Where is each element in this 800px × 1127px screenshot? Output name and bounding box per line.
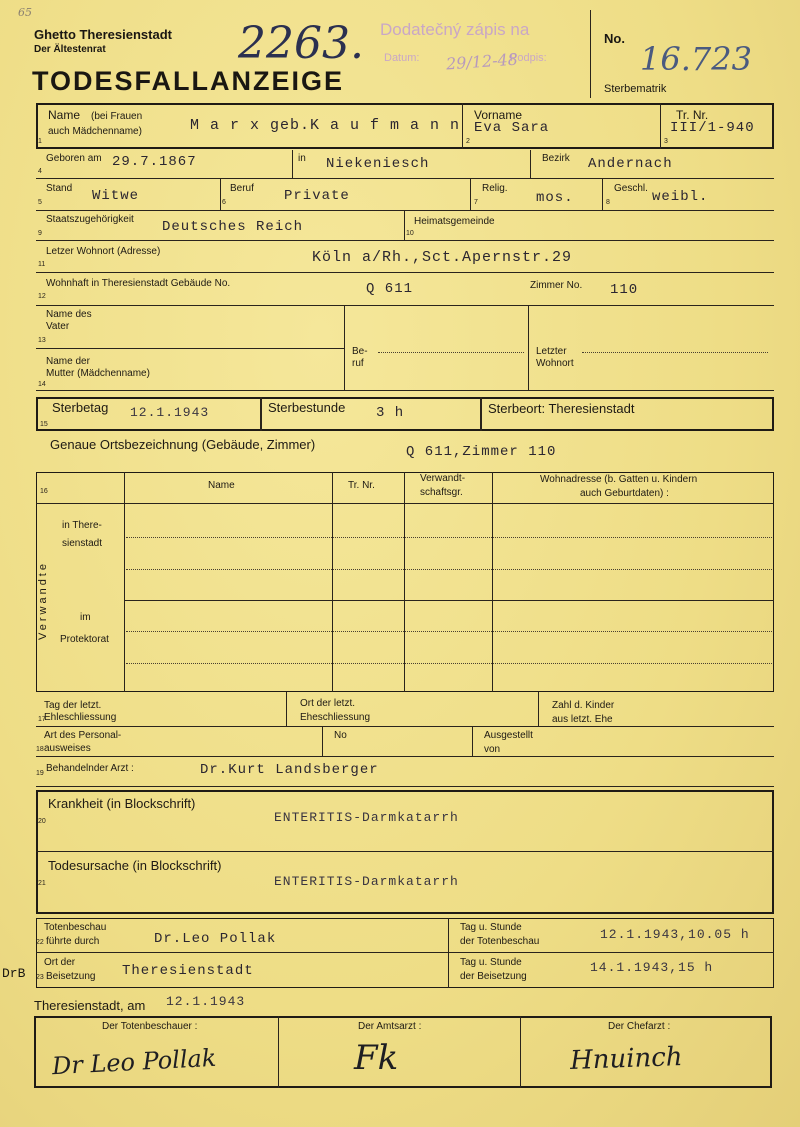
ausgestellt-label-1: Ausgestellt bbox=[484, 730, 533, 741]
in-label: in bbox=[298, 153, 306, 164]
field-number: 13 bbox=[38, 337, 46, 344]
sterbestunde-label: Sterbestunde bbox=[268, 400, 346, 415]
rule bbox=[36, 503, 774, 504]
signature-chefarzt: Hnuinch bbox=[569, 1042, 684, 1076]
divider bbox=[480, 397, 482, 431]
divider bbox=[322, 727, 323, 756]
field-number: 11 bbox=[38, 261, 46, 268]
relatives-wohn-header-2: auch Geburtdaten) : bbox=[580, 488, 669, 499]
wohnhaft-value: Q 611 bbox=[366, 281, 414, 297]
rule bbox=[124, 600, 774, 601]
field-number: 12 bbox=[38, 293, 46, 300]
name-value: M a r x geb.K a u f m a n n bbox=[190, 117, 461, 134]
name-sublabel-1: (bei Frauen bbox=[91, 111, 143, 122]
field-number: 21 bbox=[38, 880, 46, 887]
in-theresienstadt-1: in There- bbox=[62, 520, 102, 531]
relatives-side-label: Verwandte bbox=[37, 561, 49, 640]
council-title: Der Ältestenrat bbox=[34, 44, 106, 55]
totenbeschau-label-1: Totenbeschau bbox=[44, 922, 107, 933]
relatives-verw-header-2: schaftsgr. bbox=[420, 487, 463, 498]
trnr-label: Tr. Nr. bbox=[676, 108, 709, 122]
divider bbox=[472, 727, 473, 756]
ehe-ort-label-1: Ort der letzt. bbox=[300, 698, 356, 709]
rule bbox=[36, 305, 774, 306]
divider bbox=[332, 472, 333, 692]
stand-label: Stand bbox=[46, 183, 73, 194]
mutter-label-2: Mutter (Mädchenname) bbox=[46, 368, 150, 379]
no-label: No. bbox=[604, 31, 625, 46]
divider bbox=[124, 472, 125, 692]
geboren-value: 29.7.1867 bbox=[112, 154, 197, 170]
in-value: Niekeniesch bbox=[326, 156, 430, 172]
ortsbez-value: Q 611,Zimmer 110 bbox=[406, 444, 557, 460]
ursache-label: Todesursache (in Blockschrift) bbox=[48, 858, 222, 873]
rule bbox=[36, 240, 774, 241]
krankheit-value: ENTERITIS-Darmkatarrh bbox=[274, 810, 459, 825]
field-number: 2 bbox=[466, 138, 470, 145]
ausweis-no-label: No bbox=[334, 730, 347, 741]
heimat-label: Heimatsgemeinde bbox=[414, 216, 495, 227]
place-date-value: 12.1.1943 bbox=[166, 994, 246, 1009]
dots bbox=[378, 352, 524, 353]
divider bbox=[344, 306, 345, 390]
kinder-label-1: Zahl d. Kinder bbox=[552, 700, 615, 711]
kinder-label-2: aus letzt. Ehe bbox=[552, 714, 613, 725]
field-number: 15 bbox=[40, 421, 48, 428]
vorname-value: Eva Sara bbox=[474, 120, 550, 136]
field-number: 4 bbox=[38, 168, 42, 175]
relatives-name-header: Name bbox=[208, 480, 235, 491]
field-number: 17 bbox=[38, 716, 46, 723]
sterbetag-label: Sterbetag bbox=[52, 400, 109, 415]
field-number: 20 bbox=[38, 818, 46, 825]
stamp-datum-label: Datum: bbox=[384, 52, 420, 64]
relatives-verw-header-1: Verwandt- bbox=[420, 473, 466, 484]
stamp-date-hand: 29/12-48 bbox=[445, 49, 519, 74]
divider bbox=[602, 179, 603, 210]
sterbetag-value: 12.1.1943 bbox=[130, 405, 210, 420]
sterbestunde-value: 3 h bbox=[376, 405, 405, 421]
relatives-table-box bbox=[36, 472, 774, 692]
field-number: 16 bbox=[40, 488, 48, 495]
totenbeschau-tag-label-2: der Totenbeschau bbox=[460, 936, 540, 947]
stand-value: Witwe bbox=[92, 188, 140, 204]
ghetto-title: Ghetto Theresienstadt bbox=[34, 27, 172, 42]
rule bbox=[36, 390, 774, 391]
rule bbox=[36, 851, 774, 852]
divider bbox=[538, 692, 539, 726]
bezirk-value: Andernach bbox=[588, 156, 673, 172]
dots bbox=[582, 352, 768, 353]
form-title: TODESFALLANZEIGE bbox=[32, 66, 345, 96]
wohnort-label: Letzer Wohnort (Adresse) bbox=[46, 246, 161, 257]
parent-wohnort-label-1: Letzter bbox=[536, 346, 567, 357]
dots bbox=[126, 631, 772, 632]
margin-mark: DrB bbox=[2, 966, 26, 981]
field-number: 22 bbox=[36, 939, 44, 946]
geschl-label: Geschl. bbox=[614, 183, 648, 194]
parent-beruf-label-2: ruf bbox=[352, 358, 364, 369]
field-number: 3 bbox=[664, 138, 668, 145]
trnr-value: III/1-940 bbox=[670, 120, 755, 136]
field-number: 18 bbox=[36, 746, 44, 753]
stamp-line1: Dodatečný zápis na bbox=[380, 20, 530, 39]
ausgestellt-label-2: von bbox=[484, 744, 501, 755]
name-sublabel-2: auch Mädchenname) bbox=[48, 126, 142, 137]
stamp-podpis-label: Podpis: bbox=[510, 52, 547, 64]
divider bbox=[260, 397, 262, 431]
ehe-ort-label-2: Eheschliessung bbox=[300, 712, 371, 723]
totenbeschau-tag-label-1: Tag u. Stunde bbox=[460, 922, 522, 933]
beisetzung-ort-label-1: Ort der bbox=[44, 957, 76, 968]
relatives-wohn-header-1: Wohnadresse (b. Gatten u. Kindern bbox=[540, 474, 698, 485]
parent-wohnort-label-2: Wohnort bbox=[536, 358, 574, 369]
divider bbox=[448, 918, 449, 988]
divider bbox=[404, 211, 405, 240]
ehe-tag-label-1: Tag der letzt. bbox=[44, 700, 102, 711]
wohnhaft-label: Wohnhaft in Theresienstadt Gebäude No. bbox=[46, 278, 231, 289]
totenbeschau-label-2: führte durch bbox=[46, 936, 100, 947]
relig-value: mos. bbox=[536, 190, 574, 206]
dots bbox=[126, 537, 772, 538]
geboren-label: Geboren am bbox=[46, 153, 102, 164]
krankheit-label: Krankheit (in Blockschrift) bbox=[48, 796, 196, 811]
field-number: 14 bbox=[38, 381, 46, 388]
sterbematrik-number: 16.723 bbox=[640, 40, 752, 78]
sterbematrik-label: Sterbematrik bbox=[604, 83, 667, 95]
parent-beruf-label-1: Be- bbox=[352, 346, 368, 357]
corner-pencil-mark: 65 bbox=[18, 6, 32, 19]
field-number: 7 bbox=[474, 199, 478, 206]
field-number: 5 bbox=[38, 199, 42, 206]
divider bbox=[292, 150, 293, 178]
relig-label: Relig. bbox=[482, 183, 508, 194]
beisetzung-tag-value: 14.1.1943,15 h bbox=[590, 960, 714, 975]
beisetzung-ort-value: Theresienstadt bbox=[122, 963, 254, 979]
field-number: 10 bbox=[406, 230, 414, 237]
divider bbox=[220, 179, 221, 210]
wohnort-value: Köln a/Rh.,Sct.Apernstr.29 bbox=[312, 249, 573, 266]
divider bbox=[404, 472, 405, 692]
beisetzung-tag-label-1: Tag u. Stunde bbox=[460, 957, 522, 968]
beisetzung-ort-label-2: Beisetzung bbox=[46, 971, 96, 982]
divider bbox=[492, 472, 493, 692]
sterbeort-label: Sterbeort: Theresienstadt bbox=[488, 401, 635, 416]
divider bbox=[278, 1016, 279, 1088]
divider bbox=[520, 1016, 521, 1088]
rule bbox=[36, 210, 774, 211]
sig-chefarzt-label: Der Chefarzt : bbox=[608, 1021, 671, 1032]
field-number: 6 bbox=[222, 199, 226, 206]
field-number: 23 bbox=[36, 974, 44, 981]
vater-label-2: Vater bbox=[46, 321, 70, 332]
beruf-label: Beruf bbox=[230, 183, 254, 194]
divider bbox=[660, 103, 661, 149]
ursache-value: ENTERITIS-Darmkatarrh bbox=[274, 874, 459, 889]
totenbeschau-tag-value: 12.1.1943,10.05 h bbox=[600, 927, 750, 942]
ehe-tag-label-2: Ehleschliessung bbox=[44, 712, 117, 723]
ortsbez-label: Genaue Ortsbezeichnung (Gebäude, Zimmer) bbox=[50, 437, 316, 452]
ausweis-art-label-1: Art des Personal- bbox=[44, 730, 122, 741]
dots bbox=[126, 663, 772, 664]
ausweis-art-label-2: ausweises bbox=[44, 743, 91, 754]
rule bbox=[36, 756, 774, 757]
divider bbox=[462, 103, 463, 149]
no-box-divider bbox=[590, 10, 591, 98]
sig-totenbeschauer-label: Der Totenbeschauer : bbox=[102, 1021, 198, 1032]
geschl-value: weibl. bbox=[652, 189, 709, 205]
divider bbox=[470, 179, 471, 210]
im-label: im bbox=[80, 612, 91, 623]
rule bbox=[36, 952, 774, 953]
zimmer-label: Zimmer No. bbox=[530, 280, 583, 291]
dots bbox=[126, 569, 772, 570]
relatives-trnr-header: Tr. Nr. bbox=[348, 480, 375, 491]
staat-value: Deutsches Reich bbox=[162, 219, 304, 235]
rule bbox=[36, 272, 774, 273]
rule bbox=[36, 786, 774, 787]
field-number: 8 bbox=[606, 199, 610, 206]
staat-label: Staatszugehörigkeit bbox=[46, 214, 134, 225]
signature-totenbeschauer: Dr Leo Pollak bbox=[51, 1043, 218, 1081]
place-date-label: Theresienstadt, am bbox=[34, 998, 146, 1013]
arzt-label: Behandelnder Arzt : bbox=[46, 763, 134, 774]
totenbeschau-value: Dr.Leo Pollak bbox=[154, 931, 277, 947]
divider bbox=[528, 306, 529, 390]
protektorat-label: Protektorat bbox=[60, 634, 109, 645]
mutter-label-1: Name der bbox=[46, 356, 90, 367]
field-number: 9 bbox=[38, 230, 42, 237]
vorname-label: Vorname bbox=[474, 108, 523, 122]
handwritten-serial: 2263. bbox=[238, 18, 364, 69]
rule bbox=[36, 348, 344, 349]
name-label: Name bbox=[48, 108, 81, 122]
rule bbox=[36, 178, 774, 179]
field-number: 1 bbox=[38, 138, 42, 145]
vater-label-1: Name des bbox=[46, 309, 92, 320]
divider bbox=[286, 692, 287, 726]
divider bbox=[530, 150, 531, 178]
zimmer-value: 110 bbox=[610, 282, 639, 298]
bezirk-label: Bezirk bbox=[542, 153, 570, 164]
field-number: 19 bbox=[36, 770, 44, 777]
sig-amtsarzt-label: Der Amtsarzt : bbox=[358, 1021, 422, 1032]
beruf-value: Private bbox=[284, 188, 350, 204]
in-theresienstadt-2: sienstadt bbox=[62, 538, 103, 549]
beisetzung-tag-label-2: der Beisetzung bbox=[460, 971, 527, 982]
arzt-value: Dr.Kurt Landsberger bbox=[200, 762, 379, 778]
signature-amtsarzt: Fk bbox=[354, 1038, 399, 1078]
rule bbox=[36, 726, 774, 727]
